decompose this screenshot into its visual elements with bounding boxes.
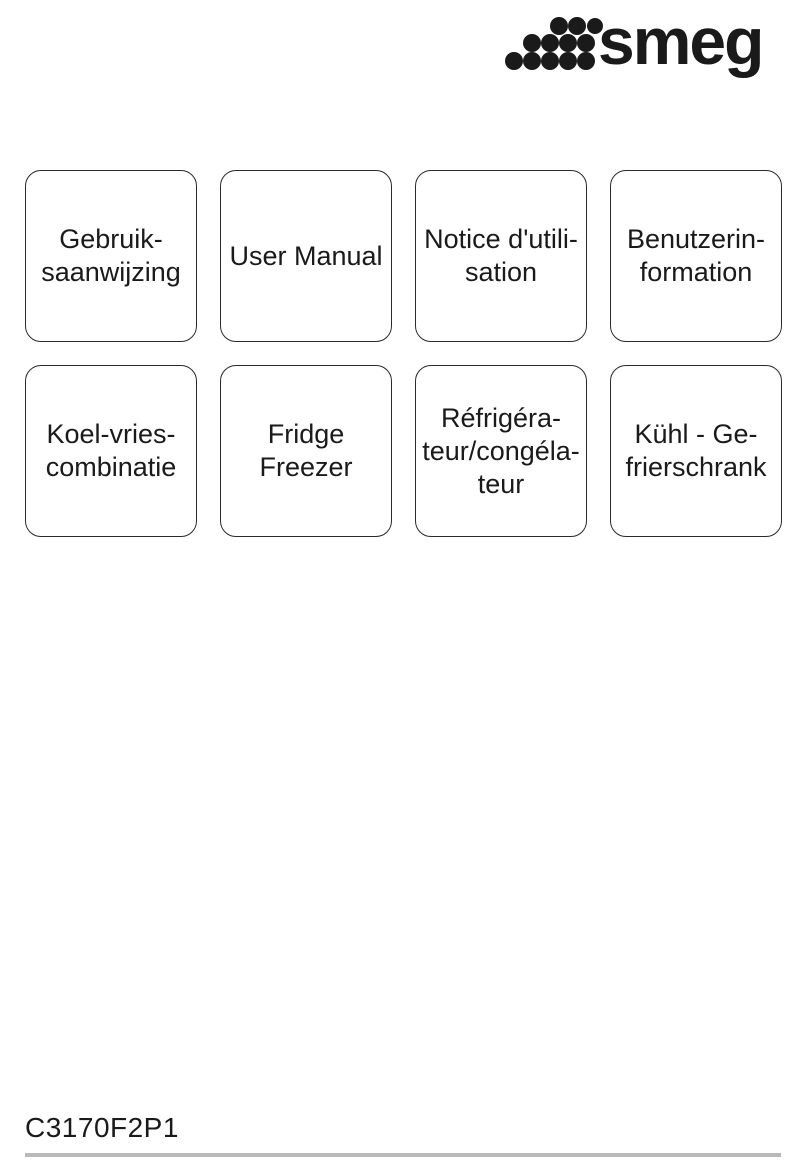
tile-fr-manual: Notice d'utili- sation bbox=[415, 170, 587, 342]
footer-divider bbox=[25, 1153, 781, 1157]
tile-de-manual: Benutzerin- formation bbox=[610, 170, 782, 342]
tile-nl-manual: Gebruik- saanwijzing bbox=[25, 170, 197, 342]
smeg-logo-wordmark: smeg bbox=[598, 14, 763, 78]
language-grid bbox=[25, 170, 781, 537]
tile-fr-product: Réfrigéra- teur/congéla- teur bbox=[415, 365, 587, 537]
tile-nl-product: Koel-vries- combinatie bbox=[25, 365, 197, 537]
tile-en-product: Fridge Freezer bbox=[220, 365, 392, 537]
tile-en-manual: User Manual bbox=[220, 170, 392, 342]
smeg-logo bbox=[502, 14, 782, 78]
smeg-logo-graphic bbox=[502, 14, 782, 78]
model-number: C3170F2P1 bbox=[25, 1112, 179, 1143]
tile-de-product: Kühl - Ge- frierschrank bbox=[610, 365, 782, 537]
